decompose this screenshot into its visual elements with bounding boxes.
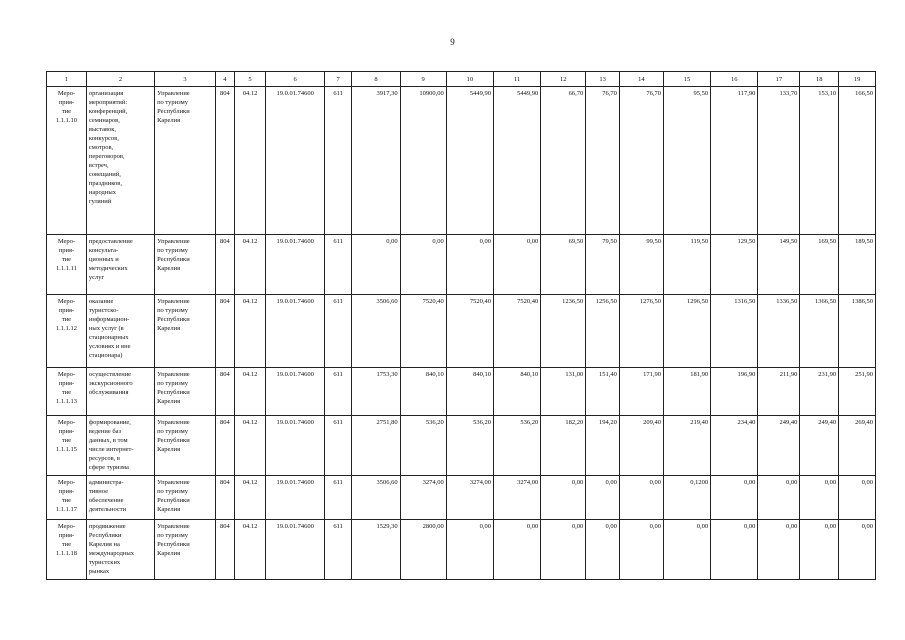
measure-name-cell: осуществление экскурсионного обслуживания (86, 368, 154, 416)
amount-cell: 1529,30 (352, 520, 400, 580)
target-article-cell: 19.0.01.74600 (266, 87, 325, 235)
amount-cell: 7520,40 (493, 295, 540, 368)
amount-cell: 1316,50 (711, 295, 758, 368)
measure-name-cell: продвижение Республики Карелия на международных туристских рынках (86, 520, 154, 580)
amount-cell: 0,00 (586, 476, 620, 520)
amount-cell: 66,70 (541, 87, 586, 235)
amount-cell: 536,20 (446, 416, 493, 476)
column-number-cell: 11 (493, 72, 540, 87)
amount-cell: 1256,50 (586, 295, 620, 368)
amount-cell: 3274,00 (400, 476, 446, 520)
table-row (47, 520, 876, 580)
section-cell: 04.12 (234, 520, 265, 580)
amount-cell: 0,00 (446, 235, 493, 295)
amount-cell: 536,20 (493, 416, 540, 476)
column-number-cell: 17 (758, 72, 800, 87)
budget-table (46, 71, 876, 580)
target-article-cell: 19.0.01.74600 (266, 235, 325, 295)
amount-cell: 169,50 (800, 235, 839, 295)
amount-cell: 10900,00 (400, 87, 446, 235)
column-number-cell: 9 (400, 72, 446, 87)
code-cell: 804 (215, 295, 234, 368)
page-number: 9 (450, 37, 455, 47)
amount-cell: 249,40 (800, 416, 839, 476)
amount-cell: 69,50 (541, 235, 586, 295)
amount-cell: 0,00 (663, 520, 710, 580)
executor-cell: Управление по туризму Республики Карелия (155, 295, 216, 368)
table-row (47, 295, 876, 368)
measure-id-cell: Меро- прия- тие 1.1.1.12 (47, 295, 87, 368)
executor-cell: Управление по туризму Республики Карелия (155, 87, 216, 235)
amount-cell: 5449,90 (493, 87, 540, 235)
amount-cell: 840,10 (446, 368, 493, 416)
amount-cell: 7520,40 (446, 295, 493, 368)
amount-cell: 0,00 (446, 520, 493, 580)
amount-cell: 133,70 (758, 87, 800, 235)
amount-cell: 153,10 (800, 87, 839, 235)
amount-cell: 251,90 (839, 368, 876, 416)
amount-cell: 0,00 (758, 520, 800, 580)
column-number-cell: 2 (86, 72, 154, 87)
amount-cell: 0,00 (619, 476, 663, 520)
target-article-cell: 19.0.01.74600 (266, 416, 325, 476)
amount-cell: 1296,50 (663, 295, 710, 368)
amount-cell: 1366,50 (800, 295, 839, 368)
amount-cell: 0,00 (800, 476, 839, 520)
amount-cell: 3506,60 (352, 476, 400, 520)
amount-cell: 1236,50 (541, 295, 586, 368)
amount-cell: 0,00 (711, 520, 758, 580)
amount-cell: 0,00 (800, 520, 839, 580)
section-cell: 04.12 (234, 295, 265, 368)
amount-cell: 131,00 (541, 368, 586, 416)
target-article-cell: 19.0.01.74600 (266, 295, 325, 368)
measure-id-cell: Меро- прия- тие 1.1.1.15 (47, 416, 87, 476)
column-number-cell: 13 (586, 72, 620, 87)
section-cell: 04.12 (234, 235, 265, 295)
column-number-cell: 18 (800, 72, 839, 87)
amount-cell: 0,00 (586, 520, 620, 580)
column-number-cell: 3 (155, 72, 216, 87)
table-row (47, 476, 876, 520)
amount-cell: 1276,50 (619, 295, 663, 368)
column-number-cell: 12 (541, 72, 586, 87)
expense-type-cell: 611 (325, 476, 352, 520)
column-number-cell: 6 (266, 72, 325, 87)
column-number-cell: 14 (619, 72, 663, 87)
code-cell: 804 (215, 476, 234, 520)
code-cell: 804 (215, 87, 234, 235)
executor-cell: Управление по туризму Республики Карелия (155, 368, 216, 416)
amount-cell: 840,10 (400, 368, 446, 416)
amount-cell: 196,90 (711, 368, 758, 416)
measure-name-cell: предоставление консульта- ционных и методических услуг (86, 235, 154, 295)
amount-cell: 0,00 (493, 235, 540, 295)
table-row (47, 235, 876, 295)
section-cell: 04.12 (234, 476, 265, 520)
code-cell: 804 (215, 520, 234, 580)
expense-type-cell: 611 (325, 520, 352, 580)
target-article-cell: 19.0.01.74600 (266, 476, 325, 520)
amount-cell: 5449,90 (446, 87, 493, 235)
amount-cell: 76,70 (619, 87, 663, 235)
table-row (47, 87, 876, 235)
amount-cell: 249,40 (758, 416, 800, 476)
section-cell: 04.12 (234, 87, 265, 235)
column-number-cell: 8 (352, 72, 400, 87)
expense-type-cell: 611 (325, 235, 352, 295)
executor-cell: Управление по туризму Республики Карелия (155, 476, 216, 520)
measure-name-cell: оказание туристско- информацион- ных услуг (в стационарных условиях и вне стационара) (86, 295, 154, 368)
amount-cell: 166,50 (839, 87, 876, 235)
column-number-cell: 5 (234, 72, 265, 87)
expense-type-cell: 611 (325, 87, 352, 235)
amount-cell: 0,00 (400, 235, 446, 295)
amount-cell: 3506,60 (352, 295, 400, 368)
column-number-cell: 10 (446, 72, 493, 87)
amount-cell: 189,50 (839, 235, 876, 295)
amount-cell: 182,20 (541, 416, 586, 476)
amount-cell: 0,00 (839, 520, 876, 580)
column-number-cell: 16 (711, 72, 758, 87)
amount-cell: 119,50 (663, 235, 710, 295)
target-article-cell: 19.0.01.74600 (266, 520, 325, 580)
amount-cell: 3917,30 (352, 87, 400, 235)
amount-cell: 0,00 (352, 235, 400, 295)
code-cell: 804 (215, 416, 234, 476)
amount-cell: 1386,50 (839, 295, 876, 368)
measure-id-cell: Меро- прия- тие 1.1.1.11 (47, 235, 87, 295)
amount-cell: 7520,40 (400, 295, 446, 368)
measure-name-cell: формирование, ведение баз данных, в том числе интернет- ресурсов, в сфере туризма (86, 416, 154, 476)
amount-cell: 840,10 (493, 368, 540, 416)
amount-cell: 219,40 (663, 416, 710, 476)
amount-cell: 0,00 (619, 520, 663, 580)
amount-cell: 0,00 (758, 476, 800, 520)
amount-cell: 117,90 (711, 87, 758, 235)
amount-cell: 1753,30 (352, 368, 400, 416)
expense-type-cell: 611 (325, 295, 352, 368)
amount-cell: 95,50 (663, 87, 710, 235)
measure-id-cell: Меро- прия- тие 1.1.1.13 (47, 368, 87, 416)
measure-name-cell: организация мероприятий: конференций, семинаров, выставок, конкурсов, смотров, переговоров, встреч, совещаний, праздников, народных гуляний (86, 87, 154, 235)
amount-cell: 149,50 (758, 235, 800, 295)
measure-id-cell: Меро- прия- тие 1.1.1.18 (47, 520, 87, 580)
amount-cell: 99,50 (619, 235, 663, 295)
measure-id-cell: Меро- прия- тие 1.1.1.10 (47, 87, 87, 235)
amount-cell: 0,00 (541, 476, 586, 520)
amount-cell: 3274,00 (493, 476, 540, 520)
column-number-cell: 19 (839, 72, 876, 87)
amount-cell: 0,1200 (663, 476, 710, 520)
amount-cell: 269,40 (839, 416, 876, 476)
amount-cell: 0,00 (493, 520, 540, 580)
column-number-cell: 7 (325, 72, 352, 87)
amount-cell: 209,40 (619, 416, 663, 476)
amount-cell: 181,90 (663, 368, 710, 416)
column-number-cell: 4 (215, 72, 234, 87)
measure-id-cell: Меро- прия- тие 1.1.1.17 (47, 476, 87, 520)
amount-cell: 211,90 (758, 368, 800, 416)
column-number-cell: 1 (47, 72, 87, 87)
amount-cell: 151,40 (586, 368, 620, 416)
amount-cell: 0,00 (711, 476, 758, 520)
table-row (47, 416, 876, 476)
amount-cell: 234,40 (711, 416, 758, 476)
section-cell: 04.12 (234, 368, 265, 416)
expense-type-cell: 611 (325, 368, 352, 416)
amount-cell: 231,90 (800, 368, 839, 416)
amount-cell: 79,50 (586, 235, 620, 295)
target-article-cell: 19.0.01.74600 (266, 368, 325, 416)
amount-cell: 1336,50 (758, 295, 800, 368)
amount-cell: 76,70 (586, 87, 620, 235)
executor-cell: Управление по туризму Республики Карелия (155, 235, 216, 295)
expense-type-cell: 611 (325, 416, 352, 476)
amount-cell: 3274,00 (446, 476, 493, 520)
amount-cell: 0,00 (541, 520, 586, 580)
table-row (47, 368, 876, 416)
header-row (47, 72, 876, 87)
code-cell: 804 (215, 235, 234, 295)
executor-cell: Управление по туризму Республики Карелия (155, 416, 216, 476)
amount-cell: 129,50 (711, 235, 758, 295)
section-cell: 04.12 (234, 416, 265, 476)
amount-cell: 194,20 (586, 416, 620, 476)
executor-cell: Управление по туризму Республики Карелия (155, 520, 216, 580)
amount-cell: 2800,00 (400, 520, 446, 580)
code-cell: 804 (215, 368, 234, 416)
amount-cell: 536,20 (400, 416, 446, 476)
measure-name-cell: администра- тивное обеспечение деятельности (86, 476, 154, 520)
amount-cell: 0,00 (839, 476, 876, 520)
amount-cell: 171,90 (619, 368, 663, 416)
column-number-cell: 15 (663, 72, 710, 87)
amount-cell: 2751,80 (352, 416, 400, 476)
